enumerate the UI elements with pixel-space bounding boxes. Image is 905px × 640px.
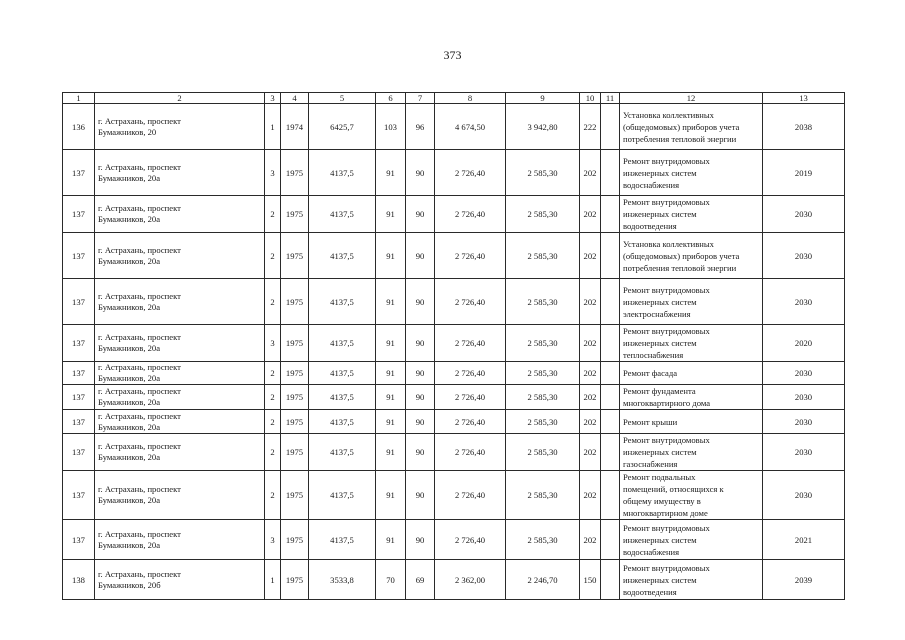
col8-cell: 2 726,40 — [435, 362, 506, 385]
col9-cell: 2 585,30 — [506, 150, 580, 196]
col8-cell: 2 726,40 — [435, 471, 506, 520]
address-line: Бумажников, 20б — [98, 579, 161, 590]
work-type-line: электроснабжения — [623, 308, 691, 319]
address-line: Бумажников, 20а — [98, 255, 161, 266]
col7-cell: 90 — [406, 434, 435, 471]
col9-cell: 2 585,30 — [506, 325, 580, 362]
work-type-line: инженерных систем — [623, 296, 697, 307]
address-line: Бумажников, 20а — [98, 397, 161, 407]
col3-cell: 1 — [265, 560, 281, 600]
address-line: г. Астрахань, проспект — [98, 244, 181, 255]
col6-cell: 91 — [376, 471, 406, 520]
col3-cell: 1 — [265, 104, 281, 150]
work-type-line: Ремонт внутридомовых — [623, 197, 710, 207]
col10-cell: 202 — [580, 434, 601, 471]
col7-cell: 90 — [406, 233, 435, 279]
col7-cell: 90 — [406, 325, 435, 362]
address-line: г. Астрахань, проспект — [98, 568, 181, 579]
col11-cell — [601, 560, 620, 600]
year-cell: 1975 — [281, 434, 309, 471]
col10-cell: 202 — [580, 325, 601, 362]
address-line: Бумажников, 20а — [98, 343, 161, 353]
col9-cell: 2 246,70 — [506, 560, 580, 600]
col10-cell: 202 — [580, 410, 601, 434]
work-type-line: газоснабжения — [623, 459, 678, 469]
col11-cell — [601, 410, 620, 434]
col6-cell: 91 — [376, 520, 406, 560]
table-row — [63, 560, 845, 600]
col10-cell: 202 — [580, 150, 601, 196]
work-type-cell — [620, 362, 763, 385]
table-row — [63, 233, 845, 279]
work-type-line: инженерных систем — [623, 447, 697, 457]
area-cell: 4137,5 — [309, 362, 376, 385]
area-cell: 4137,5 — [309, 434, 376, 471]
area-cell: 4137,5 — [309, 385, 376, 410]
planned-year-cell: 2030 — [763, 385, 845, 410]
work-type-cell — [620, 325, 763, 362]
col3-cell: 3 — [265, 325, 281, 362]
address-line: г. Астрахань, проспект — [98, 441, 181, 451]
col7-cell: 90 — [406, 471, 435, 520]
address-line: г. Астрахань, проспект — [98, 115, 181, 126]
address-cell — [95, 385, 265, 410]
planned-year-cell: 2030 — [763, 233, 845, 279]
address-line: Бумажников, 20а — [98, 421, 161, 432]
header-cell: 1 — [63, 93, 95, 104]
work-type-line: многоквартирном доме — [623, 508, 708, 518]
work-type-line: (общедомовых) приборов учета — [623, 250, 740, 261]
col9-cell: 2 585,30 — [506, 279, 580, 325]
col7-cell: 90 — [406, 410, 435, 434]
row-number-cell: 137 — [63, 233, 95, 279]
year-cell: 1975 — [281, 362, 309, 385]
address-line: Бумажников, 20а — [98, 539, 161, 550]
table-row — [63, 325, 845, 362]
area-cell: 4137,5 — [309, 520, 376, 560]
work-type-cell — [620, 434, 763, 471]
planned-year-cell: 2030 — [763, 362, 845, 385]
header-cell: 3 — [265, 93, 281, 104]
address-cell — [95, 196, 265, 233]
year-cell: 1975 — [281, 471, 309, 520]
work-type-line: Ремонт внутридомовых — [623, 155, 710, 166]
col8-cell: 2 726,40 — [435, 325, 506, 362]
header-cell: 12 — [620, 93, 763, 104]
address-line: г. Астрахань, проспект — [98, 290, 181, 301]
col6-cell: 91 — [376, 325, 406, 362]
col3-cell: 2 — [265, 434, 281, 471]
area-cell: 4137,5 — [309, 279, 376, 325]
col7-cell: 90 — [406, 362, 435, 385]
col7-cell: 90 — [406, 196, 435, 233]
col3-cell: 2 — [265, 385, 281, 410]
address-cell — [95, 434, 265, 471]
year-cell: 1975 — [281, 233, 309, 279]
address-cell — [95, 520, 265, 560]
col9-cell: 3 942,80 — [506, 104, 580, 150]
address-line: Бумажников, 20а — [98, 214, 161, 224]
col6-cell: 91 — [376, 279, 406, 325]
row-number-cell: 136 — [63, 104, 95, 150]
col8-cell: 2 726,40 — [435, 520, 506, 560]
address-line: г. Астрахань, проспект — [98, 410, 181, 421]
work-type-line: (общедомовых) приборов учета — [623, 121, 740, 132]
table-row — [63, 104, 845, 150]
address-line: Бумажников, 20 — [98, 126, 157, 137]
work-type-cell — [620, 410, 763, 434]
col11-cell — [601, 279, 620, 325]
address-cell — [95, 410, 265, 434]
area-cell: 4137,5 — [309, 325, 376, 362]
area-cell: 6425,7 — [309, 104, 376, 150]
col8-cell: 2 726,40 — [435, 150, 506, 196]
col8-cell: 2 726,40 — [435, 233, 506, 279]
year-cell: 1975 — [281, 279, 309, 325]
table-row — [63, 471, 845, 520]
work-type-line: водоотведения — [623, 586, 677, 597]
col9-cell: 2 585,30 — [506, 362, 580, 385]
planned-year-cell: 2030 — [763, 196, 845, 233]
row-number-cell: 137 — [63, 410, 95, 434]
work-type-cell — [620, 279, 763, 325]
col8-cell: 2 726,40 — [435, 434, 506, 471]
row-number-cell: 137 — [63, 434, 95, 471]
work-type-line: водоотведения — [623, 221, 677, 231]
col7-cell: 90 — [406, 520, 435, 560]
col11-cell — [601, 520, 620, 560]
area-cell: 4137,5 — [309, 410, 376, 434]
col9-cell: 2 585,30 — [506, 385, 580, 410]
header-cell: 8 — [435, 93, 506, 104]
col3-cell: 3 — [265, 150, 281, 196]
col11-cell — [601, 325, 620, 362]
col11-cell — [601, 233, 620, 279]
work-type-line: Ремонт подвальных — [623, 472, 696, 482]
col9-cell: 2 585,30 — [506, 196, 580, 233]
address-line: г. Астрахань, проспект — [98, 362, 181, 372]
col8-cell: 2 726,40 — [435, 196, 506, 233]
work-type-line: Ремонт внутридомовых — [623, 284, 710, 295]
row-number-cell: 137 — [63, 520, 95, 560]
planned-year-cell: 2021 — [763, 520, 845, 560]
address-line: Бумажников, 20а — [98, 495, 161, 505]
col10-cell: 202 — [580, 520, 601, 560]
header-cell: 2 — [95, 93, 265, 104]
work-type-line: инженерных систем — [623, 534, 697, 545]
table-row — [63, 434, 845, 471]
col8-cell: 4 674,50 — [435, 104, 506, 150]
address-cell — [95, 279, 265, 325]
year-cell: 1975 — [281, 560, 309, 600]
year-cell: 1975 — [281, 150, 309, 196]
work-type-line: водоснабжения — [623, 546, 680, 557]
work-type-cell — [620, 150, 763, 196]
address-line: г. Астрахань, проспект — [98, 161, 181, 172]
col11-cell — [601, 196, 620, 233]
col3-cell: 2 — [265, 362, 281, 385]
col6-cell: 103 — [376, 104, 406, 150]
work-type-line: Ремонт крыши — [623, 416, 678, 427]
address-cell — [95, 104, 265, 150]
row-number-cell: 138 — [63, 560, 95, 600]
page-number: 373 — [443, 48, 462, 62]
planned-year-cell: 2038 — [763, 104, 845, 150]
row-number-cell: 137 — [63, 362, 95, 385]
year-cell: 1975 — [281, 196, 309, 233]
col10-cell: 202 — [580, 362, 601, 385]
table-row — [63, 362, 845, 385]
header-cell: 11 — [601, 93, 620, 104]
work-type-cell — [620, 104, 763, 150]
planned-year-cell: 2030 — [763, 279, 845, 325]
col6-cell: 91 — [376, 362, 406, 385]
work-type-cell — [620, 196, 763, 233]
planned-year-cell: 2030 — [763, 434, 845, 471]
col10-cell: 202 — [580, 471, 601, 520]
col6-cell: 91 — [376, 385, 406, 410]
address-line: Бумажников, 20а — [98, 452, 161, 462]
row-number-cell: 137 — [63, 279, 95, 325]
address-line: г. Астрахань, проспект — [98, 528, 181, 539]
work-type-cell — [620, 520, 763, 560]
work-type-line: Ремонт фундамента — [623, 386, 696, 396]
col8-cell: 2 362,00 — [435, 560, 506, 600]
col7-cell: 96 — [406, 104, 435, 150]
address-line: Бумажников, 20а — [98, 172, 161, 183]
col10-cell: 202 — [580, 385, 601, 410]
work-type-cell — [620, 385, 763, 410]
address-cell — [95, 150, 265, 196]
col3-cell: 2 — [265, 410, 281, 434]
address-line: Бумажников, 20а — [98, 373, 161, 383]
table-row — [63, 385, 845, 410]
col11-cell — [601, 434, 620, 471]
work-type-line: Ремонт внутридомовых — [623, 326, 710, 336]
address-line: г. Астрахань, проспект — [98, 386, 181, 396]
address-line: Бумажников, 20а — [98, 301, 161, 312]
col11-cell — [601, 150, 620, 196]
header-cell: 7 — [406, 93, 435, 104]
area-cell: 4137,5 — [309, 196, 376, 233]
table-row — [63, 279, 845, 325]
col9-cell: 2 585,30 — [506, 520, 580, 560]
work-type-line: Установка коллективных — [623, 238, 714, 249]
col8-cell: 2 726,40 — [435, 385, 506, 410]
header-cell: 13 — [763, 93, 845, 104]
col6-cell: 70 — [376, 560, 406, 600]
col3-cell: 3 — [265, 520, 281, 560]
col3-cell: 2 — [265, 196, 281, 233]
col11-cell — [601, 104, 620, 150]
address-line: г. Астрахань, проспект — [98, 484, 181, 494]
col7-cell: 90 — [406, 385, 435, 410]
work-type-line: инженерных систем — [623, 167, 697, 178]
table-row — [63, 520, 845, 560]
planned-year-cell: 2039 — [763, 560, 845, 600]
col6-cell: 91 — [376, 410, 406, 434]
table-row — [63, 196, 845, 233]
work-type-cell — [620, 471, 763, 520]
address-line: г. Астрахань, проспект — [98, 332, 181, 342]
header-row — [63, 93, 845, 104]
work-type-line: инженерных систем — [623, 209, 697, 219]
work-type-line: помещений, относящихся к — [623, 484, 724, 494]
year-cell: 1975 — [281, 325, 309, 362]
work-type-line: Ремонт фасада — [623, 368, 678, 378]
table-row — [63, 410, 845, 434]
header-cell: 6 — [376, 93, 406, 104]
col3-cell: 2 — [265, 471, 281, 520]
work-type-line: общему имуществу в — [623, 496, 701, 506]
address-line: г. Астрахань, проспект — [98, 203, 181, 213]
col10-cell: 222 — [580, 104, 601, 150]
address-cell — [95, 233, 265, 279]
year-cell: 1975 — [281, 520, 309, 560]
col7-cell: 90 — [406, 279, 435, 325]
col10-cell: 202 — [580, 279, 601, 325]
work-type-line: потребления тепловой энергии — [623, 262, 737, 273]
col11-cell — [601, 471, 620, 520]
header-cell: 9 — [506, 93, 580, 104]
work-type-line: инженерных систем — [623, 574, 697, 585]
col6-cell: 91 — [376, 196, 406, 233]
area-cell: 3533,8 — [309, 560, 376, 600]
work-type-cell — [620, 233, 763, 279]
col7-cell: 69 — [406, 560, 435, 600]
address-cell — [95, 325, 265, 362]
col6-cell: 91 — [376, 150, 406, 196]
planned-year-cell: 2030 — [763, 471, 845, 520]
work-type-line: потребления тепловой энергии — [623, 133, 737, 144]
work-type-line: многоквартирного дома — [623, 398, 711, 408]
area-cell: 4137,5 — [309, 150, 376, 196]
col6-cell: 91 — [376, 233, 406, 279]
work-type-line: водоснабжения — [623, 179, 680, 190]
year-cell: 1975 — [281, 385, 309, 410]
planned-year-cell: 2020 — [763, 325, 845, 362]
col11-cell — [601, 385, 620, 410]
col3-cell: 2 — [265, 233, 281, 279]
repair-schedule-table — [62, 92, 845, 600]
col9-cell: 2 585,30 — [506, 233, 580, 279]
work-type-line: инженерных систем — [623, 338, 697, 348]
work-type-line: Ремонт внутридомовых — [623, 562, 710, 573]
year-cell: 1974 — [281, 104, 309, 150]
row-number-cell: 137 — [63, 471, 95, 520]
row-number-cell: 137 — [63, 385, 95, 410]
col3-cell: 2 — [265, 279, 281, 325]
address-cell — [95, 471, 265, 520]
col9-cell: 2 585,30 — [506, 471, 580, 520]
work-type-line: Установка коллективных — [623, 109, 714, 120]
work-type-cell — [620, 560, 763, 600]
col10-cell: 150 — [580, 560, 601, 600]
row-number-cell: 137 — [63, 150, 95, 196]
row-number-cell: 137 — [63, 325, 95, 362]
work-type-line: Ремонт внутридомовых — [623, 435, 710, 445]
row-number-cell: 137 — [63, 196, 95, 233]
planned-year-cell: 2019 — [763, 150, 845, 196]
area-cell: 4137,5 — [309, 233, 376, 279]
col9-cell: 2 585,30 — [506, 410, 580, 434]
col10-cell: 202 — [580, 196, 601, 233]
col8-cell: 2 726,40 — [435, 410, 506, 434]
col8-cell: 2 726,40 — [435, 279, 506, 325]
col11-cell — [601, 362, 620, 385]
work-type-line: теплоснабжения — [623, 350, 684, 360]
header-cell: 5 — [309, 93, 376, 104]
address-cell — [95, 560, 265, 600]
work-type-line: Ремонт внутридомовых — [623, 522, 710, 533]
col10-cell: 202 — [580, 233, 601, 279]
col7-cell: 90 — [406, 150, 435, 196]
col6-cell: 91 — [376, 434, 406, 471]
header-cell: 4 — [281, 93, 309, 104]
table-row — [63, 150, 845, 196]
area-cell: 4137,5 — [309, 471, 376, 520]
col9-cell: 2 585,30 — [506, 434, 580, 471]
year-cell: 1975 — [281, 410, 309, 434]
planned-year-cell: 2030 — [763, 410, 845, 434]
address-cell — [95, 362, 265, 385]
header-cell: 10 — [580, 93, 601, 104]
